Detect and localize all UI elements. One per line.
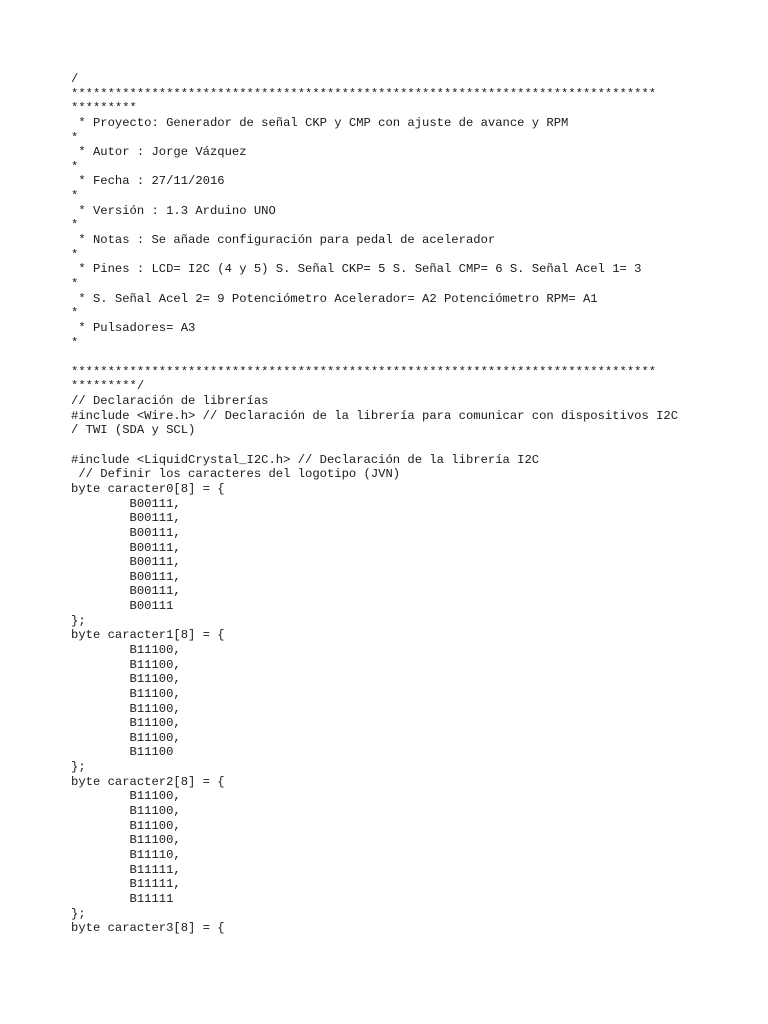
code-line: * Pulsadores= A3 <box>71 320 196 335</box>
code-line: byte caracter3[8] = { <box>71 921 225 936</box>
code-line: B11100, <box>71 804 181 819</box>
code-line: B00111, <box>71 584 181 599</box>
code-line: * <box>71 276 79 291</box>
code-line: }; <box>71 613 86 628</box>
code-line: B00111, <box>71 569 181 584</box>
code-document <box>71 72 711 936</box>
code-line: * Autor : Jorge Vázquez <box>71 145 247 160</box>
code-line: * S. Señal Acel 2= 9 Potenciómetro Acelerador= A2 Potenciómetro RPM= A1 <box>71 291 598 306</box>
code-line: B11111, <box>71 877 181 892</box>
code-line: B11100 <box>71 745 174 760</box>
code-line: * <box>71 247 79 262</box>
code-line: B11110, <box>71 847 181 862</box>
code-line: #include <Wire.h> // Declaración de la librería para comunicar con dispositivos I2C <box>71 408 679 423</box>
code-line: B11100, <box>71 657 181 672</box>
code-line: B00111, <box>71 496 181 511</box>
code-line: B11100, <box>71 789 181 804</box>
code-line: B00111, <box>71 525 181 540</box>
code-line: * Proyecto: Generador de señal CKP y CMP con ajuste de avance y RPM <box>71 115 569 130</box>
code-line: * Fecha : 27/11/2016 <box>71 174 225 189</box>
code-line: byte caracter1[8] = { <box>71 628 225 643</box>
code-line: B00111, <box>71 540 181 555</box>
code-line: // Definir los caracteres del logotipo (JVN) <box>71 467 401 482</box>
code-line: * Versión : 1.3 Arduino UNO <box>71 203 276 218</box>
code-line: byte caracter2[8] = { <box>71 774 225 789</box>
code-line <box>71 438 711 453</box>
code-line: * <box>71 218 79 233</box>
code-line: #include <LiquidCrystal_I2C.h> // Declaración de la librería I2C <box>71 452 540 467</box>
code-line: B00111 <box>71 599 174 614</box>
code-line: B11100, <box>71 730 181 745</box>
code-line: byte caracter0[8] = { <box>71 481 225 496</box>
code-line: * <box>71 306 79 321</box>
code-line <box>71 350 711 365</box>
code-line: * Pines : LCD= I2C (4 y 5) S. Señal CKP= 5 S. Señal CMP= 6 S. Señal Acel 1= 3 <box>71 262 642 277</box>
code-line: B11111 <box>71 891 174 906</box>
code-line: ******************************************************************************** <box>71 86 657 101</box>
code-line: * <box>71 130 79 145</box>
code-line: B11100, <box>71 672 181 687</box>
code-line: / TWI (SDA y SCL) <box>71 423 196 438</box>
code-line: B11100, <box>71 642 181 657</box>
code-line: B11100, <box>71 833 181 848</box>
code-line: B11100, <box>71 818 181 833</box>
code-line: *********/ <box>71 379 145 394</box>
code-line: B00111, <box>71 555 181 570</box>
code-line: }; <box>71 760 86 775</box>
code-line: * Notas : Se añade configuración para pedal de acelerador <box>71 233 496 248</box>
code-line: B11111, <box>71 862 181 877</box>
code-line: / <box>71 72 79 86</box>
code-line: B11100, <box>71 701 181 716</box>
code-line: * <box>71 159 79 174</box>
code-line: B00111, <box>71 511 181 526</box>
code-line: ********* <box>71 101 137 116</box>
code-line: * <box>71 335 79 350</box>
code-line: B11100, <box>71 686 181 701</box>
code-line: // Declaración de librerías <box>71 394 269 409</box>
code-line: ******************************************************************************** <box>71 364 657 379</box>
code-line: B11100, <box>71 716 181 731</box>
code-line: }; <box>71 906 86 921</box>
code-line: * <box>71 189 79 204</box>
